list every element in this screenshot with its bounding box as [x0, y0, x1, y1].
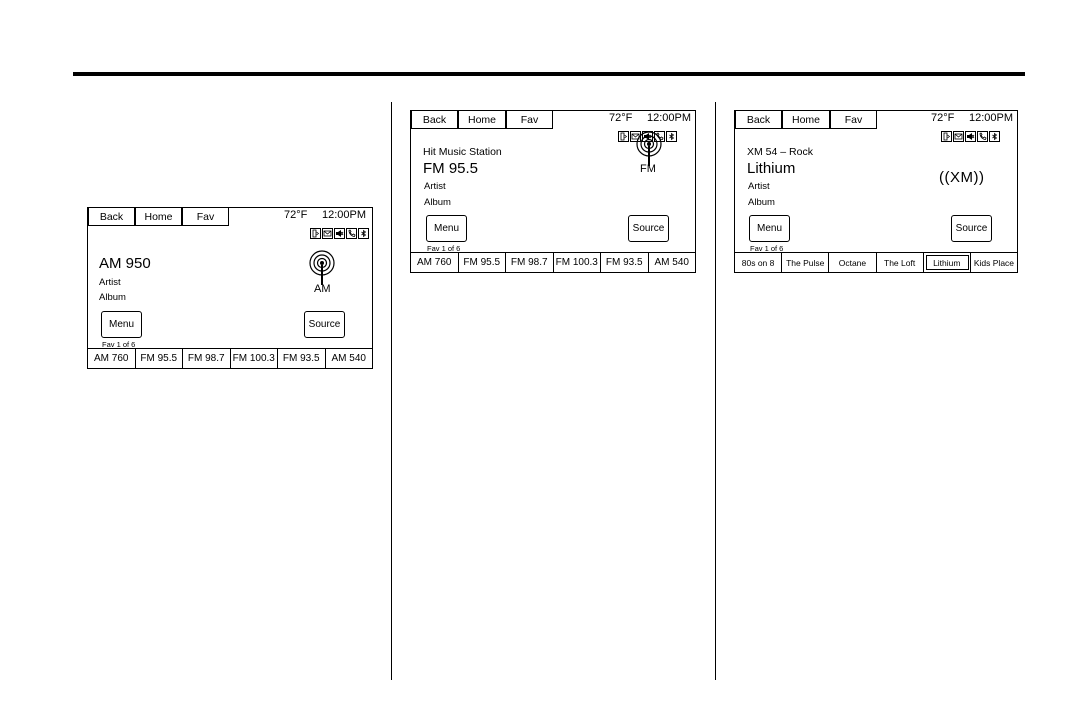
preset-button[interactable]: FM 95.5: [136, 349, 184, 368]
source-button[interactable]: Source: [951, 215, 992, 242]
preset-button[interactable]: FM 98.7: [506, 253, 554, 272]
band-label: FM: [640, 163, 656, 175]
album-label: Album: [748, 197, 775, 208]
preset-button[interactable]: Octane: [829, 253, 876, 272]
back-button[interactable]: Back: [411, 111, 458, 129]
radio-screen-am: [87, 207, 373, 369]
call-icon: [977, 131, 988, 142]
radio-screen-fm: [410, 110, 696, 273]
header-rule: [73, 72, 1025, 76]
fav-button[interactable]: Fav: [506, 111, 553, 129]
back-button[interactable]: Back: [735, 111, 782, 129]
menu-button[interactable]: Menu: [426, 215, 467, 242]
preset-button[interactable]: 80s on 8: [735, 253, 782, 272]
mail-icon: [322, 228, 333, 239]
fav-button[interactable]: Fav: [182, 208, 229, 226]
artist-label: Artist: [424, 181, 446, 192]
preset-button[interactable]: FM 100.3: [554, 253, 602, 272]
preset-button[interactable]: AM 540: [654, 257, 689, 268]
menu-button[interactable]: Menu: [749, 215, 790, 242]
preset-button[interactable]: Kids Place: [973, 257, 1015, 268]
status-icons: [941, 131, 1000, 142]
album-label: Album: [424, 197, 451, 208]
station-subtitle: Hit Music Station: [423, 146, 502, 158]
preset-button[interactable]: FM 93.5: [278, 349, 326, 368]
preset-button[interactable]: AM 760: [411, 253, 459, 272]
fav-page-indicator: Fav 1 of 6: [102, 340, 136, 349]
station-subtitle: XM 54 – Rock: [747, 146, 813, 158]
xm-logo: ((XM)): [939, 169, 985, 186]
bluetooth-icon: [666, 131, 677, 142]
menu-button[interactable]: Menu: [101, 311, 142, 338]
temperature: 72°F: [931, 112, 955, 124]
phone-icon: [310, 228, 321, 239]
preset-button[interactable]: FM 98.7: [183, 349, 231, 368]
album-label: Album: [99, 292, 126, 303]
band-label: AM: [314, 283, 331, 295]
artist-label: Artist: [748, 181, 770, 192]
mail-icon: [953, 131, 964, 142]
preset-bar: [88, 348, 372, 368]
mute-icon: [334, 228, 345, 239]
radio-screen-xm: [734, 110, 1018, 273]
preset-button[interactable]: FM 100.3: [231, 349, 279, 368]
fav-page-indicator: Fav 1 of 6: [750, 244, 784, 253]
clock: 12:00PM: [969, 112, 1014, 124]
preset-bar: [735, 252, 1017, 272]
back-button[interactable]: Back: [88, 208, 135, 226]
fav-button[interactable]: Fav: [830, 111, 877, 129]
status-icons: [310, 228, 369, 239]
artist-label: Artist: [99, 277, 121, 288]
column-divider: [715, 102, 716, 680]
station-name: AM 950: [99, 255, 151, 272]
temperature: 72°F: [284, 209, 308, 221]
preset-button[interactable]: The Pulse: [782, 253, 829, 272]
mute-icon: [965, 131, 976, 142]
preset-button[interactable]: AM 760: [88, 349, 136, 368]
preset-button[interactable]: The Loft: [877, 253, 924, 272]
bluetooth-icon: [358, 228, 369, 239]
home-button[interactable]: Home: [458, 111, 506, 129]
home-button[interactable]: Home: [782, 111, 830, 129]
preset-button[interactable]: FM 93.5: [601, 253, 649, 272]
phone-icon: [618, 131, 629, 142]
clock: 12:00PM: [647, 112, 692, 124]
phone-icon: [941, 131, 952, 142]
preset-button[interactable]: FM 95.5: [459, 253, 507, 272]
source-button[interactable]: Source: [304, 311, 345, 338]
temperature: 72°F: [609, 112, 633, 124]
home-button[interactable]: Home: [135, 208, 182, 226]
source-button[interactable]: Source: [628, 215, 669, 242]
bluetooth-icon: [989, 131, 1000, 142]
call-icon: [346, 228, 357, 239]
station-name: FM 95.5: [423, 160, 479, 177]
preset-button[interactable]: Lithium: [924, 253, 971, 272]
station-name: Lithium: [747, 160, 796, 177]
preset-bar: [411, 252, 695, 272]
column-divider: [391, 102, 392, 680]
fav-page-indicator: Fav 1 of 6: [427, 244, 461, 253]
clock: 12:00PM: [322, 209, 367, 221]
preset-button[interactable]: AM 540: [331, 353, 366, 364]
